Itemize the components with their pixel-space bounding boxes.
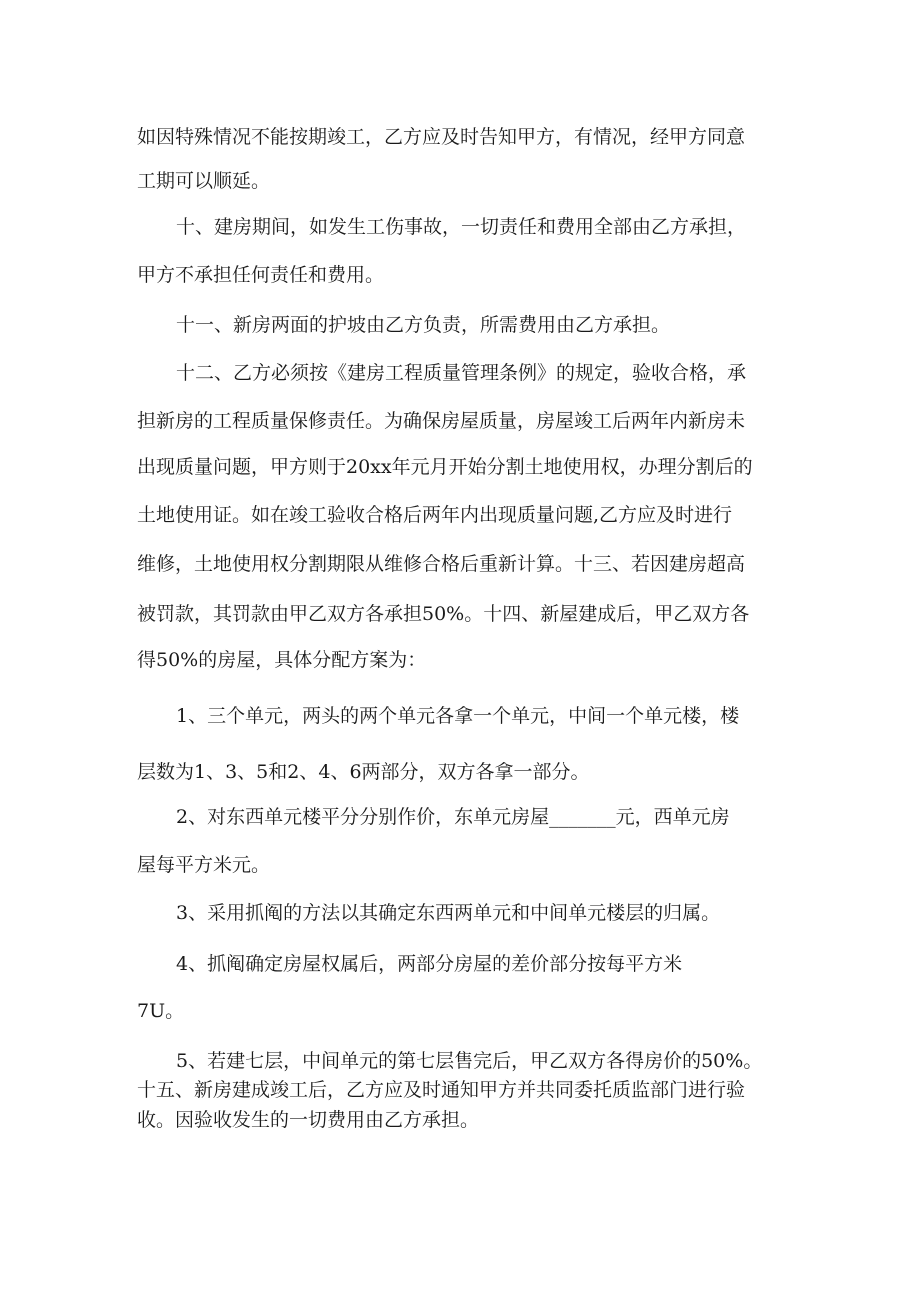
text-line: 得50%的房屋，具体分配方案为：	[137, 649, 427, 671]
text-line: 3、采用抓阄的方法以其确定东西两单元和中间单元楼层的归属。	[176, 902, 721, 924]
text-line: 7U。	[137, 1000, 185, 1022]
text-line: 十、建房期间，如发生工伤事故，一切责任和费用全部由乙方承担，	[176, 216, 747, 238]
text-line: 4、抓阄确定房屋权属后，两部分房屋的差价部分按每平方米	[176, 953, 683, 975]
text-line: 出现质量问题，甲方则于20xx年元月开始分割土地使用权，办理分割后的	[137, 456, 753, 478]
text-line: 工期可以顺延。	[137, 170, 271, 192]
text-line: 维修，土地使用权分割期限从维修合格后重新计算。十三、若因建房超高	[137, 553, 746, 575]
text-line: 屋每平方米元。	[137, 854, 271, 876]
text-line: 担新房的工程质量保修责任。为确保房屋质量，房屋竣工后两年内新房未	[137, 410, 746, 432]
text-line: 如因特殊情况不能按期竣工，乙方应及时告知甲方，有情况，经甲方同意	[137, 126, 746, 148]
text-line: 2、对东西单元楼平分分别作价，东单元房屋_______元，西单元房	[176, 806, 730, 828]
text-line: 十五、新房建成竣工后，乙方应及时通知甲方并共同委托质监部门进行验	[137, 1079, 746, 1101]
text-line: 1、三个单元，两头的两个单元各拿一个单元，中间一个单元楼，楼	[176, 705, 740, 727]
text-line: 十二、乙方必须按《建房工程质量管理条例》的规定，验收合格，承	[176, 362, 747, 384]
text-line: 层数为1、3、5和2、4、6两部分，双方各拿一部分。	[137, 761, 590, 783]
text-line: 5、若建七层，中间单元的第七层售完后，甲乙双方各得房价的50%。	[176, 1050, 763, 1072]
text-line: 土地使用证。如在竣工验收合格后两年内出现质量问题,乙方应及时进行	[137, 504, 733, 526]
text-line: 十一、新房两面的护坡由乙方负责，所需费用由乙方承担。	[176, 314, 671, 336]
text-line: 甲方不承担任何责任和费用。	[137, 264, 385, 286]
text-line: 被罚款，其罚款由甲乙双方各承担50%。十四、新屋建成后，甲乙双方各	[137, 603, 750, 625]
text-line: 收。因验收发生的一切费用由乙方承担。	[137, 1109, 480, 1131]
